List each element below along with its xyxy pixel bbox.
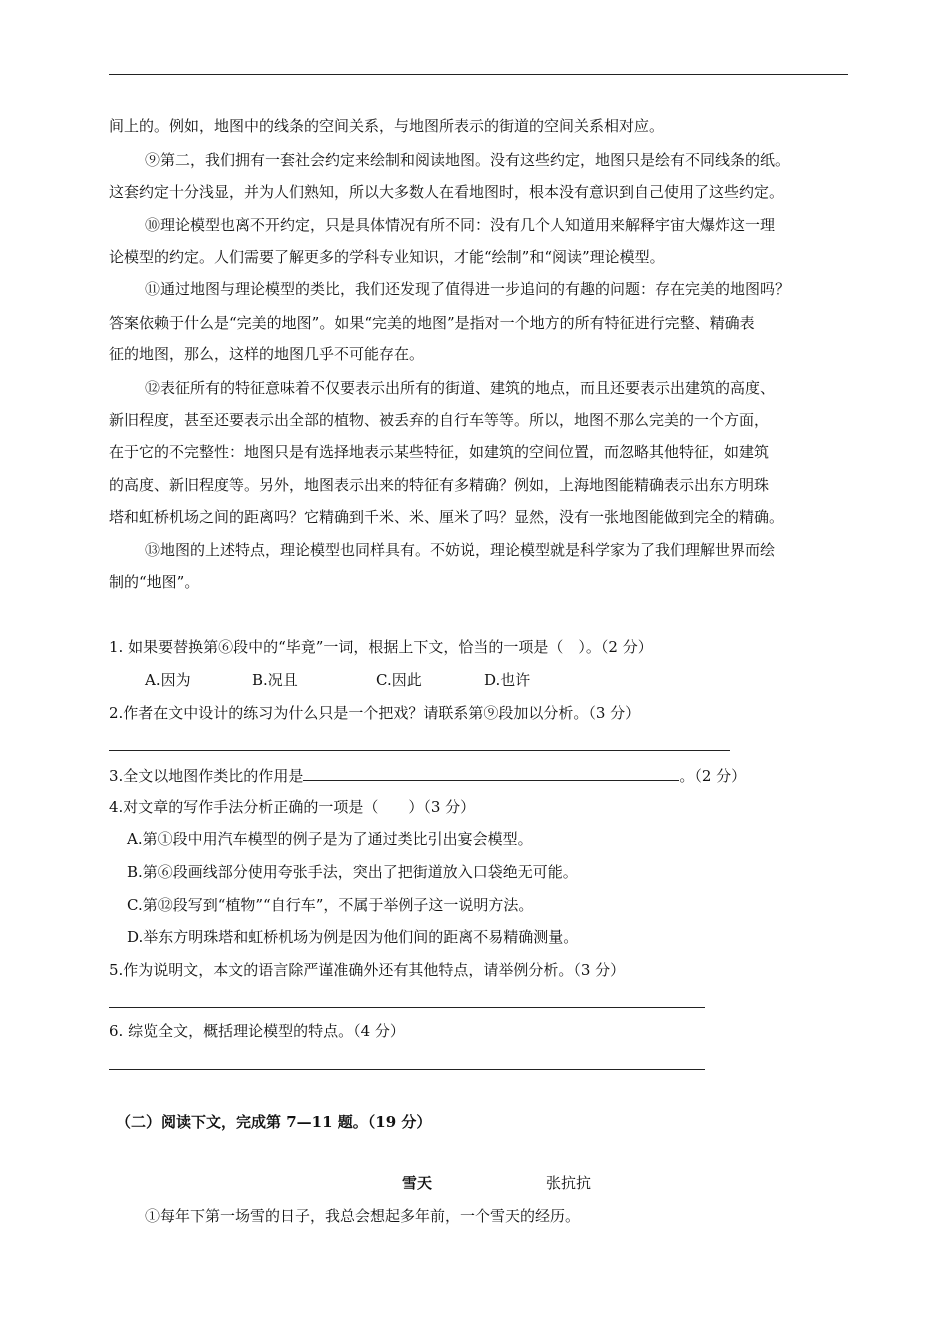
q1-option-a[interactable]: A.因为 <box>145 671 191 689</box>
article-author: 张抗抗 <box>546 1174 592 1192</box>
q1-option-b[interactable]: B.况且 <box>252 671 298 689</box>
question-1: 1. 如果要替换第⑥段中的“毕竟”一词，根据上下文，恰当的一项是（ ）。（2 分） <box>109 638 653 656</box>
q3-prefix: 3.全文以地图作类比的作用是 <box>109 767 304 785</box>
passage-line: 的高度、新旧程度等。另外，地图表示出来的特征有多精确？例如，上海地图能精确表示出东方明珠 <box>109 476 770 494</box>
q3-answer-blank[interactable] <box>303 764 679 781</box>
passage-line: 征的地图，那么，这样的地图几乎不可能存在。 <box>109 345 425 363</box>
q6-answer-line[interactable] <box>109 1069 705 1070</box>
q2-answer-line[interactable] <box>109 750 730 751</box>
question-5: 5.作为说明文，本文的语言除严谨准确外还有其他特点，请举例分析。（3 分） <box>109 961 626 979</box>
question-6: 6. 综览全文，概括理论模型的特点。（4 分） <box>109 1022 405 1040</box>
q5-answer-line[interactable] <box>109 1007 705 1008</box>
paragraph-13-start: ⑬地图的上述特点，理论模型也同样具有。不妨说，理论模型就是科学家为了我们理解世界而绘 <box>145 541 776 559</box>
q1-option-d[interactable]: D.也许 <box>484 671 531 689</box>
passage-line: 新旧程度，甚至还要表示出全部的植物、被丢弃的自行车等等。所以，地图不那么完美的一个方面， <box>109 411 770 429</box>
section-2-heading: （二）阅读下文，完成第 7—11 题。（19 分） <box>116 1113 432 1131</box>
article-title: 雪天 <box>402 1174 433 1192</box>
question-2: 2.作者在文中设计的练习为什么只是一个把戏？请联系第⑨段加以分析。（3 分） <box>109 704 641 722</box>
passage-line: 答案依赖于什么是“完美的地图”。如果“完美的地图”是指对一个地方的所有特征进行完整、精确表 <box>109 314 755 332</box>
paragraph-10-start: ⑩理论模型也离不开约定，只是具体情况有所不同：没有几个人知道用来解释宇宙大爆炸这一理 <box>145 216 776 234</box>
passage-line: 间上的。例如，地图中的线条的空间关系，与地图所表示的街道的空间关系相对应。 <box>109 117 665 135</box>
passage-line: 制的“地图”。 <box>109 573 200 591</box>
question-4: 4.对文章的写作手法分析正确的一项是（ ）（3 分） <box>109 798 476 816</box>
passage-line: 这套约定十分浅显，并为人们熟知，所以大多数人在看地图时，根本没有意识到自己使用了这些约定。 <box>109 183 785 201</box>
q1-option-c[interactable]: C.因此 <box>376 671 422 689</box>
paragraph-11-start: ⑪通过地图与理论模型的类比，我们还发现了值得进一步追问的有趣的问题：存在完美的地图吗？ <box>145 280 791 298</box>
passage-line: 塔和虹桥机场之间的距离吗？它精确到千米、米、厘米了吗？显然，没有一张地图能做到完全的精确。 <box>109 508 785 526</box>
article-first-line: ①每年下第一场雪的日子，我总会想起多年前，一个雪天的经历。 <box>145 1207 581 1225</box>
paragraph-9-start: ⑨第二，我们拥有一套社会约定来绘制和阅读地图。没有这些约定，地图只是绘有不同线条的纸。 <box>145 151 791 169</box>
header-rule <box>109 74 848 75</box>
passage-line: 在于它的不完整性：地图只是有选择地表示某些特征，如建筑的空间位置，而忽略其他特征，如建筑 <box>109 443 770 461</box>
q4-option-a[interactable]: A.第①段中用汽车模型的例子是为了通过类比引出宴会模型。 <box>127 830 533 848</box>
paragraph-12-start: ⑫表征所有的特征意味着不仅要表示出所有的街道、建筑的地点，而且还要表示出建筑的高度、 <box>145 379 776 397</box>
q4-option-c[interactable]: C.第⑫段写到“植物”“自行车”，不属于举例子这一说明方法。 <box>127 896 534 914</box>
q4-option-b[interactable]: B.第⑥段画线部分使用夸张手法，突出了把街道放入口袋绝无可能。 <box>127 863 578 881</box>
q4-option-d[interactable]: D.举东方明珠塔和虹桥机场为例是因为他们间的距离不易精确测量。 <box>127 928 579 946</box>
question-3 <box>109 764 746 786</box>
passage-line: 论模型的约定。人们需要了解更多的学科专业知识，才能“绘制”和“阅读”理论模型。 <box>109 248 665 266</box>
q3-suffix: 。（2 分） <box>679 767 747 785</box>
